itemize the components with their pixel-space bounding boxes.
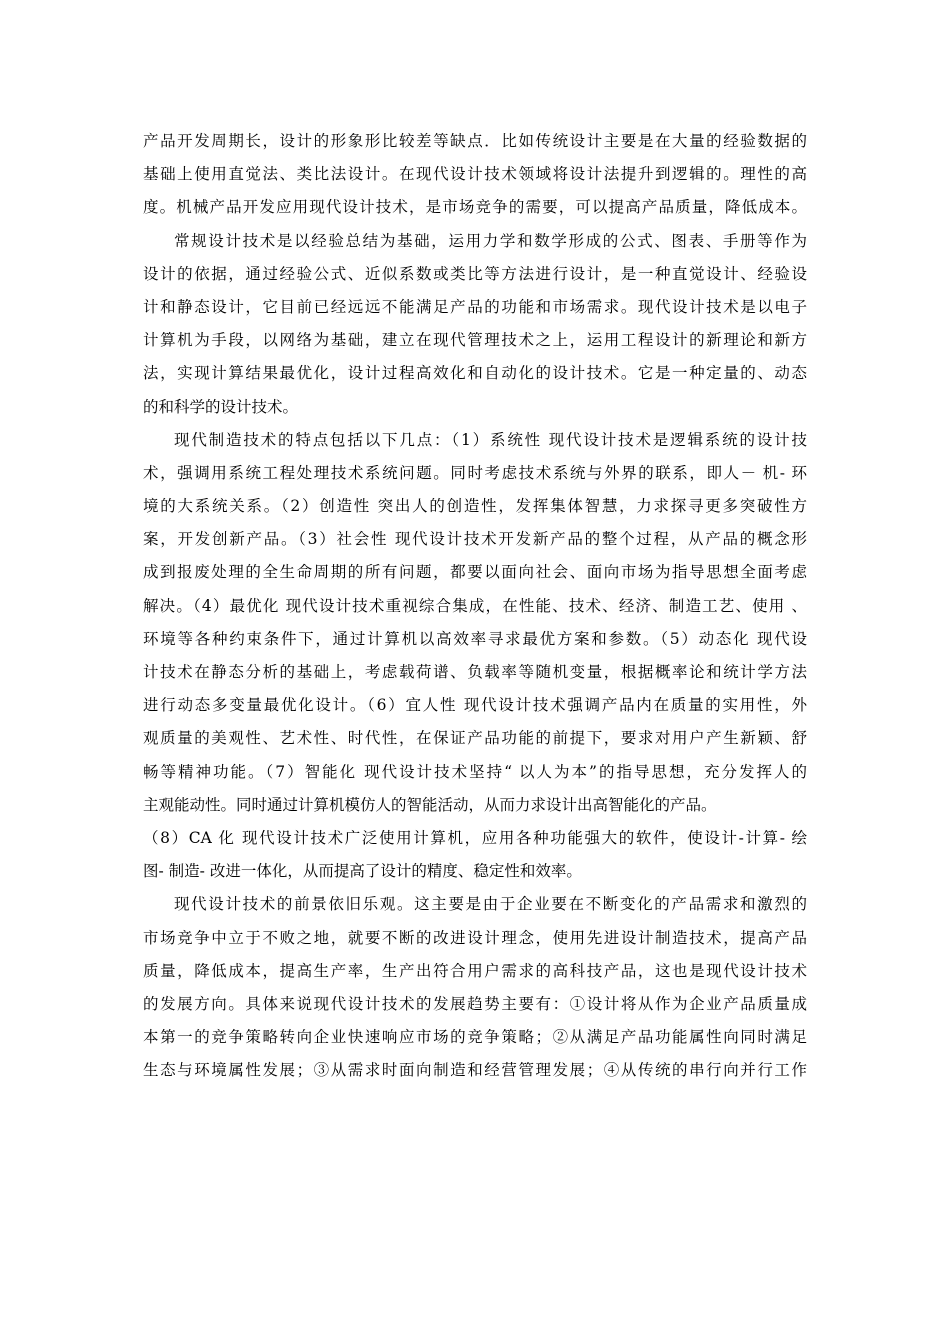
text-line: 质量，降低成本，提高生产率，生产出符合用户需求的高科技产品，这也是现代设计技术 (143, 961, 807, 980)
text-line: 境的大系统关系。（2）创造性 突出人的创造性，发挥集体智慧，力求探寻更多突破性方 (143, 497, 807, 516)
text-line: （8）CA 化 现代设计技术广泛使用计算机，应用各种功能强大的软件，使设计-计算- 绘 (143, 828, 807, 847)
text-line: 主观能动性。同时通过计算机模仿人的智能活动，从而力求设计出高智能化的产品。 (143, 795, 717, 814)
text-line: 现代制造技术的特点包括以下几点：（1）系统性 现代设计技术是逻辑系统的设计技 (174, 430, 807, 449)
text-line: 观质量的美观性、艺术性、时代性，在保证产品功能的前提下，要求对用户产生新颖、舒 (143, 729, 807, 748)
document-page (143, 125, 807, 1087)
text-line: 的发展方向。具体来说现代设计技术的发展趋势主要有：①设计将从作为企业产品质量成 (143, 994, 807, 1013)
text-line: 成到报废处理的全生命周期的所有问题，都要以面向社会、面向市场为指导思想全面考虑 (143, 563, 807, 582)
text-line: 畅等精神功能。（7）智能化 现代设计技术坚持“ 以人为本”的指导思想，充分发挥人的 (143, 762, 807, 781)
text-line: 常规设计技术是以经验总结为基础，运用力学和数学形成的公式、图表、手册等作为 (174, 231, 807, 250)
text-line: 法，实现计算结果最优化，设计过程高效化和自动化的设计技术。它是一种定量的、动态 (143, 364, 807, 383)
text-line: 度。机械产品开发应用现代设计技术，是市场竞争的需要，可以提高产品质量，降低成本。 (143, 198, 807, 217)
text-line: 图- 制造- 改进一体化，从而提高了设计的精度、稳定性和效率。 (143, 862, 582, 881)
text-line: 计算机为手段，以网络为基础，建立在现代管理技术之上，运用工程设计的新理论和新方 (143, 331, 807, 350)
text-line: 术，强调用系统工程处理技术系统问题。同时考虑技术系统与外界的联系，即人－ 机- 环 (143, 463, 807, 482)
text-line: 解决。（4）最优化 现代设计技术重视综合集成，在性能、技术、经济、制造工艺、使用 、 (143, 596, 807, 615)
text-line: 的和科学的设计技术。 (143, 397, 299, 416)
text-line: 本第一的竞争策略转向企业快速响应市场的竞争策略；②从满足产品功能属性向同时满足 (143, 1028, 807, 1047)
text-line: 环境等各种约束条件下，通过计算机以高效率寻求最优方案和参数。（5）动态化 现代设 (143, 629, 807, 648)
text-line: 计和静态设计，它目前已经远远不能满足产品的功能和市场需求。现代设计技术是以电子 (143, 297, 807, 316)
text-line: 生态与环境属性发展；③从需求时面向制造和经营管理发展；④从传统的串行向并行工作 (143, 1061, 807, 1080)
text-line: 计技术在静态分析的基础上，考虑载荷谱、负载率等随机变量，根据概率论和统计学方法 (143, 663, 807, 681)
text-line: 案，开发创新产品。（3）社会性 现代设计技术开发新产品的整个过程，从产品的概念形 (143, 530, 807, 549)
text-line: 基础上使用直觉法、类比法设计。在现代设计技术领域将设计法提升到逻辑的。理性的高 (143, 165, 807, 184)
text-line: 进行动态多变量最优化设计。（6）宜人性 现代设计技术强调产品内在质量的实用性，外 (143, 696, 807, 715)
text-line: 产品开发周期长，设计的形象形比较差等缺点．比如传统设计主要是在大量的经验数据的 (143, 132, 807, 150)
text-line: 现代设计技术的前景依旧乐观。这主要是由于企业要在不断变化的产品需求和激烈的 (174, 895, 807, 914)
text-line: 市场竞争中立于不败之地，就要不断的改进设计理念，使用先进设计制造技术，提高产品 (143, 928, 807, 947)
text-line: 设计的依据，通过经验公式、近似系数或类比等方法进行设计，是一种直觉设计、经验设 (143, 264, 807, 283)
